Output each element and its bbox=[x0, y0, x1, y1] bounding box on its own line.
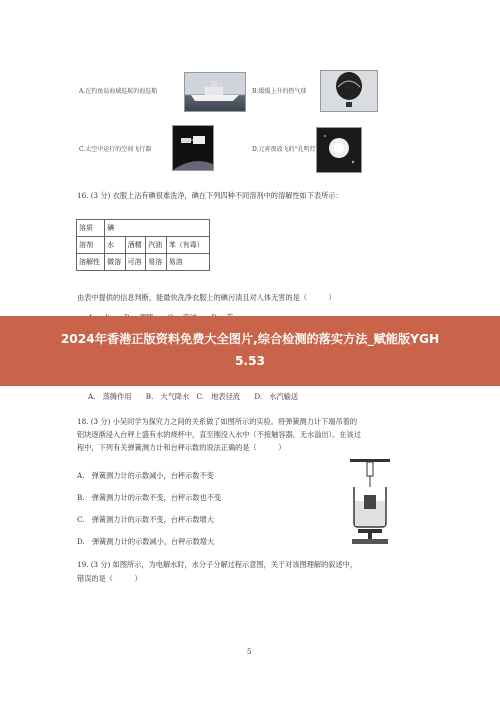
table-cell: 溶质 bbox=[77, 220, 105, 237]
table-row bbox=[77, 237, 210, 254]
q16-question: 由表中提供的信息判断，能最快洗净衣服上的碘污渍且对人体无害的是（ ） bbox=[77, 293, 336, 302]
q18-option-d: D. 弹簧测力计的示数减小，台秤示数增大 bbox=[77, 537, 215, 546]
hot-air-balloon-photo bbox=[320, 70, 378, 112]
table-cell: 苯（有毒） bbox=[166, 237, 209, 254]
q18-option-b: B. 弹簧测力计的示数不变，台秤示数也不变 bbox=[77, 493, 222, 502]
q19-stem-line-1: 19. (3 分) 如图所示，为电解水时，水分子分解过程示意图，关于对该图理解的叙述中， bbox=[77, 560, 358, 569]
q16-stem: 16. (3 分) 衣服上沾有碘很难洗净，碘在下列四种不同溶剂中的溶解性如下表所示： bbox=[77, 191, 343, 200]
table-cell: 易溶 bbox=[166, 254, 209, 271]
table-cell: 汽油 bbox=[146, 237, 167, 254]
q18-stem-line-1: 18. (3 分) 小吴同学为探究力之间的关系做了如图所示的实验。将弹簧测力计下端吊着的 bbox=[77, 417, 358, 426]
q15-option-b: B.缓缓上升的热气球 bbox=[252, 88, 307, 95]
table-cell: 酒精 bbox=[125, 237, 146, 254]
ship-icon bbox=[185, 73, 245, 111]
q18-option-a: A. 弹簧测力计的示数减小，台秤示数不变 bbox=[77, 471, 214, 480]
q18-stem-line-2: 铝块逐渐浸入台秤上盛有水的烧杯中，直至刚没入水中（不接触容器，无水溢出）。在该过 bbox=[77, 430, 361, 439]
table-row bbox=[77, 220, 210, 237]
spring-scale-apparatus-diagram bbox=[344, 457, 396, 547]
lantern-icon bbox=[317, 128, 361, 172]
q17-options: A. 蒸腾作用 B. 大气降水 C. 地表径流 D. 水汽输送 bbox=[88, 392, 299, 401]
balloon-icon bbox=[321, 71, 377, 111]
sky-lantern-photo bbox=[316, 127, 362, 173]
q15-option-a: A.在钓鱼岛海域巡航的海巡船 bbox=[79, 88, 158, 95]
table-cell: 可溶 bbox=[125, 254, 146, 271]
table-cell: 水 bbox=[105, 237, 126, 254]
q18-option-c: C. 弹簧测力计的示数不变，台秤示数增大 bbox=[77, 515, 214, 524]
q15-option-d: D.元宵夜放飞的“孔明灯” bbox=[252, 146, 319, 153]
table-cell: 溶剂 bbox=[77, 237, 105, 254]
q15-option-c: C.太空中运行的空间飞行器 bbox=[79, 146, 152, 153]
space-station-photo bbox=[172, 125, 214, 171]
page-number: 5 bbox=[247, 648, 252, 656]
banner-line-2: 5.53 bbox=[234, 354, 266, 368]
patrol-ship-photo bbox=[184, 72, 246, 112]
title-banner bbox=[0, 316, 500, 386]
table-cell: 易溶 bbox=[146, 254, 167, 271]
table-cell: 溶解性 bbox=[77, 254, 105, 271]
table-row bbox=[77, 254, 210, 271]
q18-stem-line-3: 程中，下列有关弹簧测力计和台秤示数的说法正确的是（ ） bbox=[77, 443, 286, 452]
spacecraft-icon bbox=[173, 126, 213, 170]
solubility-table bbox=[76, 219, 210, 271]
table-cell: 碘 bbox=[105, 220, 210, 237]
banner-line-1: 2024年香港正版资料免费大全图片,综合检测的落实方法_赋能版YGH bbox=[60, 332, 440, 346]
table-cell: 微溶 bbox=[105, 254, 126, 271]
q19-stem-line-2: 错误的是（ ） bbox=[77, 574, 142, 583]
